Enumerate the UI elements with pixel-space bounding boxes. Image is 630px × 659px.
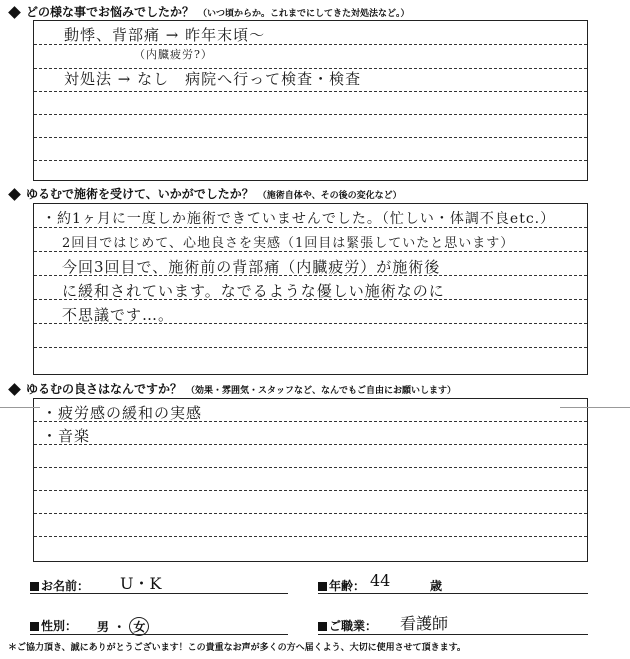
ruled-line [34, 114, 587, 115]
answer-2-line-5: 不思議です…。 [62, 306, 175, 324]
answer-2-line-2: 2回目ではじめて、心地良さを実感（1回目は緊張していたと思います） [62, 236, 515, 251]
scan-mark [560, 407, 630, 408]
square-bullet-icon [318, 582, 327, 591]
ruled-line [34, 251, 587, 252]
ruled-line [34, 467, 587, 468]
answer-2-line-3: 今回3回目で、施術前の背部痛（内臓疲労）が施術後 [62, 258, 441, 276]
answer-1-line-1: 動悸、背部痛 → 昨年末頃〜 [64, 26, 266, 44]
footer-note: ＊ご協力頂き、誠にありがとうございます！この貴重なお声が多くの方へ届くよう、大切に使用させて頂きます。 [8, 643, 466, 653]
name-value: U・K [120, 574, 162, 593]
age-unit: 歳 [430, 579, 443, 593]
question-1-note: （いつ頃からか。これまでにしてきた対処法など。） [198, 9, 410, 19]
answer-2-line-1: ・約1ヶ月に一度しか施術できていませんでした。（忙しい・体調不良etc.） [42, 211, 556, 227]
diamond-bullet-icon [8, 6, 21, 19]
answer-3-line-2: ・音楽 [42, 427, 91, 445]
answer-1-line-2: 対処法 → なし 病院へ行って検査・検査 [64, 70, 362, 88]
ruled-line [34, 536, 587, 537]
question-2-title: ゆるむで施術を受けて、いかがでしたか？ [26, 187, 254, 201]
name-label: お名前： [30, 577, 89, 594]
ruled-line [34, 347, 587, 348]
gender-separator: ・ [113, 620, 126, 634]
ruled-line [34, 91, 587, 92]
diamond-bullet-icon [8, 383, 21, 396]
age-value: 44 [370, 571, 391, 590]
gender-label: 性別： [30, 617, 77, 634]
answer-2-line-4: に緩和されています。なでるような優しい施術なのに [62, 282, 445, 300]
question-1-title: どの様な事でお悩みでしたか？ [26, 5, 195, 19]
gender-female-circled: 女 [129, 617, 149, 636]
gender-underline [30, 634, 288, 635]
job-underline [318, 634, 588, 635]
job-label: ご職業： [318, 617, 377, 634]
job-value: 看護師 [400, 614, 449, 633]
question-2-note: （施術自体や、その後の変化など） [257, 191, 402, 201]
diamond-bullet-icon [8, 188, 21, 201]
question-3-heading [8, 380, 456, 397]
square-bullet-icon [318, 622, 327, 631]
ruled-line [34, 444, 587, 445]
name-underline [30, 593, 288, 594]
scan-mark [0, 407, 40, 408]
ruled-line [34, 490, 587, 491]
question-1-heading [8, 3, 410, 20]
square-bullet-icon [30, 622, 39, 631]
answer-3-line-1: ・疲労感の緩和の実感 [42, 404, 203, 422]
question-2-heading [8, 185, 402, 202]
ruled-line [34, 137, 587, 138]
square-bullet-icon [30, 582, 39, 591]
age-label: 年齢： [318, 577, 365, 594]
ruled-line [34, 513, 587, 514]
age-underline [318, 593, 588, 594]
question-3-note: （効果・雰囲気・スタッフなど、なんでもご自由にお願いします） [186, 386, 457, 396]
answer-box-2 [33, 203, 588, 375]
answer-box-3 [33, 398, 588, 562]
answer-box-1 [33, 20, 588, 181]
question-3-title: ゆるむの良さはなんですか？ [26, 382, 183, 396]
gender-male: 男 [97, 620, 110, 634]
answer-1-line-1-sub: （内臓疲労?） [134, 48, 213, 61]
ruled-line [34, 160, 587, 161]
